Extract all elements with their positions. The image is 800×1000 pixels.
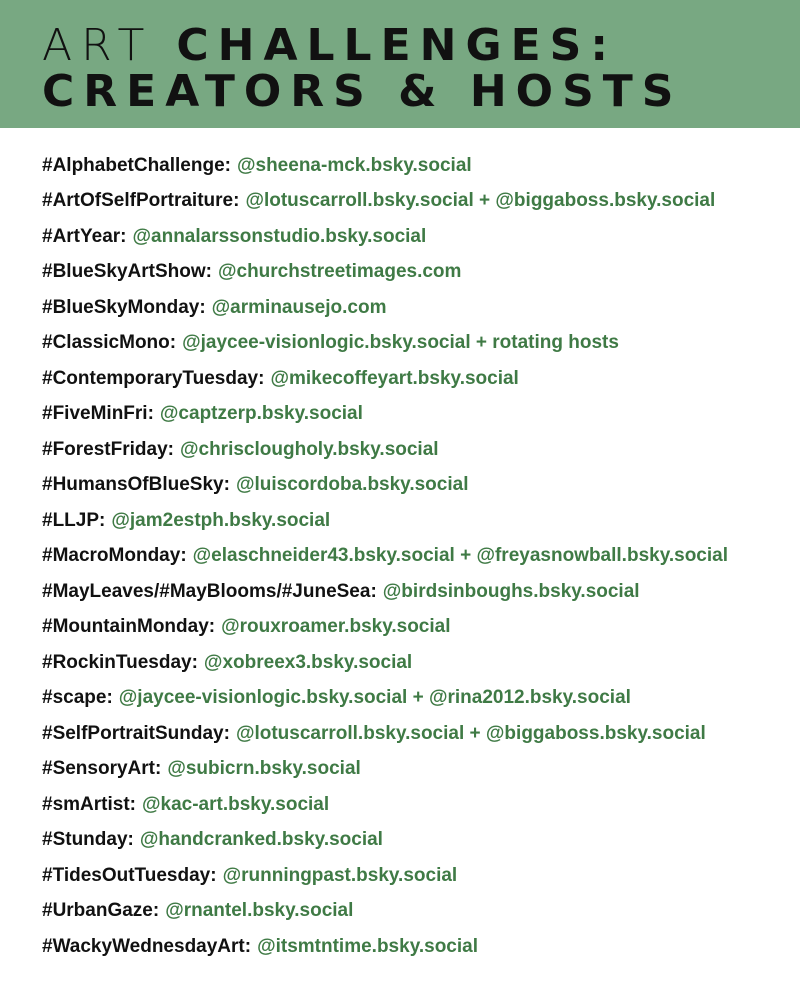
list-item (42, 858, 782, 894)
list-item (42, 184, 782, 220)
separator: : (169, 332, 177, 354)
challenge-hashtag[interactable]: #TidesOutTuesday (42, 864, 211, 886)
challenge-hosts[interactable]: @sheena-mck.bsky.social (236, 154, 472, 176)
challenge-hashtag[interactable]: #SensoryArt (42, 758, 155, 780)
separator: : (191, 651, 198, 673)
title-word-challenges: CHALLENGES: (176, 20, 617, 71)
challenge-hashtag[interactable]: #BlueSkyMonday (42, 296, 200, 318)
challenge-hosts[interactable]: @churchstreetimages.com (217, 261, 462, 283)
challenge-hashtag[interactable]: #ClassicMono (42, 332, 170, 354)
separator: : (129, 793, 136, 815)
list-item (42, 787, 782, 823)
separator: : (205, 261, 212, 283)
separator: : (152, 900, 160, 922)
list-item (42, 610, 782, 646)
challenge-hashtag[interactable]: #MacroMonday (42, 545, 181, 567)
separator: : (223, 722, 230, 744)
challenge-hosts[interactable]: @jam2estph.bsky.social (111, 509, 331, 531)
separator: : (127, 829, 134, 851)
separator: : (244, 935, 252, 957)
challenge-hosts[interactable]: @runningpast.bsky.social (222, 864, 458, 886)
challenge-hashtag[interactable]: #AlphabetChallenge (42, 154, 225, 176)
challenge-hashtag[interactable]: #LLJP (42, 509, 100, 531)
challenge-hashtag[interactable]: #SelfPortraitSunday (42, 722, 224, 744)
challenge-hashtag[interactable]: #FiveMinFri (42, 403, 148, 425)
list-item (42, 574, 782, 610)
page-title (42, 20, 617, 71)
challenge-hashtag[interactable]: #WackyWednesdayArt (42, 935, 245, 957)
separator: : (147, 403, 154, 425)
challenge-hashtag[interactable]: #ArtYear (42, 225, 121, 247)
list-item (42, 503, 782, 539)
list-item (42, 219, 782, 255)
challenge-hashtag[interactable]: #ArtOfSelfPortraiture (42, 190, 234, 212)
separator: : (199, 296, 206, 318)
challenge-hosts[interactable]: @handcranked.bsky.social (139, 829, 383, 851)
list-item (42, 148, 782, 184)
list-item (42, 397, 782, 433)
challenge-hosts[interactable]: @elaschneider43.bsky.social + @freyasnowball.bsky.social (192, 545, 728, 567)
list-item (42, 823, 782, 859)
separator: : (223, 474, 230, 496)
list-item (42, 432, 782, 468)
challenge-hashtag[interactable]: #RockinTuesday (42, 651, 192, 673)
list-item (42, 326, 782, 362)
list-item (42, 645, 782, 681)
challenge-hosts[interactable]: @lotuscarroll.bsky.social + @biggaboss.bsky.social (245, 190, 716, 212)
list-item (42, 681, 782, 717)
challenge-hosts[interactable]: @kac-art.bsky.social (141, 793, 330, 815)
separator: : (155, 758, 162, 780)
list-item (42, 539, 782, 575)
header-banner (0, 0, 800, 128)
challenge-hosts[interactable]: @subicrn.bsky.social (167, 758, 361, 780)
list-item (42, 716, 782, 752)
challenge-hashtag[interactable]: #BlueSkyArtShow (42, 261, 206, 283)
challenge-hosts[interactable]: @annalarssonstudio.bsky.social (132, 225, 427, 247)
challenge-hosts[interactable]: @mikecoffeyart.bsky.social (270, 367, 519, 389)
page-subtitle: CREATORS & HOSTS (42, 66, 683, 117)
separator: : (180, 545, 187, 567)
challenge-hashtag[interactable]: #HumansOfBlueSky (42, 474, 224, 496)
challenge-hashtag[interactable]: #MayLeaves/#MayBlooms/#JuneSea (42, 580, 371, 602)
list-item (42, 290, 782, 326)
challenge-hosts[interactable]: @jaycee-visionlogic.bsky.social + rotating hosts (182, 332, 619, 354)
list-item (42, 361, 782, 397)
separator: : (167, 438, 174, 460)
separator: : (224, 154, 231, 176)
challenge-hashtag[interactable]: #smArtist (42, 793, 130, 815)
challenge-hosts[interactable]: @itsmtntime.bsky.social (257, 935, 478, 957)
separator: : (208, 616, 216, 638)
list-item (42, 929, 782, 965)
challenge-hosts[interactable]: @chrisclougholy.bsky.social (179, 438, 439, 460)
separator: : (99, 509, 106, 531)
challenge-hosts[interactable]: @birdsinboughs.bsky.social (382, 580, 640, 602)
challenge-hosts[interactable]: @captzerp.bsky.social (159, 403, 363, 425)
challenge-hosts[interactable]: @rouxroamer.bsky.social (221, 616, 451, 638)
challenge-hosts[interactable]: @rnantel.bsky.social (165, 900, 354, 922)
challenge-hosts[interactable]: @lotuscarroll.bsky.social + @biggaboss.bsky.social (235, 722, 706, 744)
list-item (42, 468, 782, 504)
challenge-hashtag[interactable]: #Stunday (42, 829, 128, 851)
separator: : (106, 687, 113, 709)
challenge-hashtag[interactable]: #MountainMonday (42, 616, 209, 638)
separator: : (120, 225, 127, 247)
separator: : (370, 580, 377, 602)
challenge-hosts[interactable]: @arminausejo.com (211, 296, 387, 318)
challenge-hosts[interactable]: @xobreex3.bsky.social (203, 651, 413, 673)
list-item (42, 255, 782, 291)
separator: : (258, 367, 265, 389)
challenge-list (42, 148, 782, 965)
challenge-hashtag[interactable]: #ForestFriday (42, 438, 168, 460)
list-item (42, 752, 782, 788)
challenge-hashtag[interactable]: #ContemporaryTuesday (42, 367, 259, 389)
list-item (42, 894, 782, 930)
challenge-hosts[interactable]: @jaycee-visionlogic.bsky.social + @rina2012.bsky.social (118, 687, 631, 709)
separator: : (233, 190, 240, 212)
title-word-art: ART (42, 20, 177, 71)
challenge-hashtag[interactable]: #UrbanGaze (42, 900, 153, 922)
separator: : (210, 864, 217, 886)
challenge-hosts[interactable]: @luiscordoba.bsky.social (235, 474, 469, 496)
challenge-hashtag[interactable]: #scape (42, 687, 107, 709)
